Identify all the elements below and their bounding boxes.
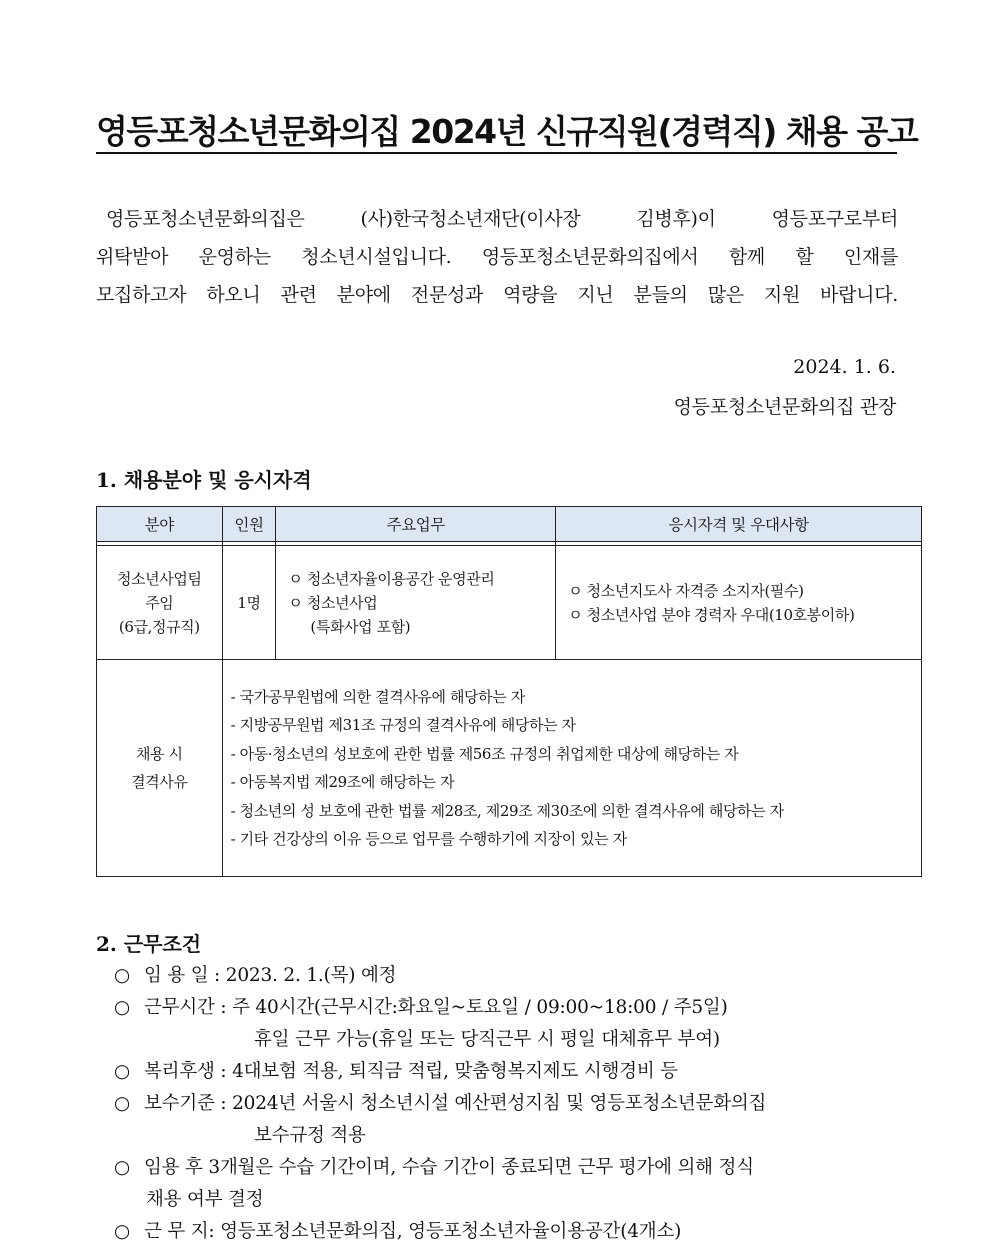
section-2-heading: 2. 근무조건 [96,932,202,956]
field-rank: 주임 [145,593,174,612]
header-field: 분야 [97,507,223,542]
qualifications-cell [556,546,922,660]
title-underline [96,152,897,154]
start-date-text: 임 용 일 : 2023. 2. 1.(목) 예정 [144,965,397,986]
header-count: 인원 [222,507,276,542]
field-cell [97,546,223,660]
announcement-date: 2024. 1. 6. [793,356,896,378]
table-row [97,660,922,877]
duties-cell [276,546,556,660]
recruitment-table [96,506,922,877]
circle-bullet-icon: ○ [114,965,130,986]
work-conditions-list [114,960,898,1248]
disq-item: - 아동복지법 제29조에 해당하는 자 [230,773,455,791]
list-item [114,992,898,1024]
count-cell: 1명 [222,546,276,660]
circle-bullet-icon: ○ [114,1061,130,1082]
disqualifications-cell [222,660,921,877]
list-item-continuation: 채용 여부 결정 [146,1189,264,1210]
field-team: 청소년사업팀 [117,569,202,588]
welfare-text: 복리후생 : 4대보험 적용, 퇴직금 적립, 맞춤형복지제도 시행경비 등 [144,1061,678,1082]
list-item [114,1056,898,1088]
disq-item: - 기타 건강상의 이유 등으로 업무를 수행하기에 지장이 있는 자 [230,830,627,848]
intro-line-3: 모집하고자 하오니 관련 분야에 전문성과 역량을 지닌 분들의 많은 지원 바랍니다. [96,284,898,306]
circle-bullet-icon: ○ [114,997,130,1018]
disq-label-1: 채용 시 [135,745,183,763]
disq-label-2: 결격사유 [131,773,188,791]
list-item [114,1152,898,1184]
work-hours-text: 근무시간 : 주 40시간(근무시간:화요일~토요일 / 09:00~18:00 / 주5일) [144,997,728,1018]
issuer-name: 영등포청소년문화의집 관장 [673,396,896,418]
disq-item: - 지방공무원법 제31조 규정의 결격사유에 해당하는 자 [230,716,576,734]
list-item-continuation: 휴일 근무 가능(휴일 또는 당직근무 시 평일 대체휴무 부여) [254,1029,720,1050]
page-title: 영등포청소년문화의집 2024년 신규직원(경력직) 채용 공고 [96,112,918,151]
disq-item: - 아동·청소년의 성보호에 관한 법률 제56조 규정의 취업제한 대상에 해당하는 자 [230,744,739,763]
qualification-item: ㅇ 청소년지도사 자격증 소지자(필수) [568,581,804,600]
table-row [97,546,922,660]
circle-bullet-icon: ○ [114,1157,130,1178]
disq-item: - 청소년의 성 보호에 관한 법률 제28조, 제29조 제30조에 의한 결격사유에 해당하는 자 [230,801,784,820]
pay-standard-text: 보수기준 : 2024년 서울시 청소년시설 예산편성지침 및 영등포청소년문화의집 [144,1093,767,1114]
section-1-heading: 1. 채용분야 및 응시자격 [96,468,312,492]
qualification-item: ㅇ 청소년사업 분야 경력자 우대(10호봉이하) [568,605,855,624]
intro-line-1: 영등포청소년문화의집은 (사)한국청소년재단(이사장 김병후)이 영등포구로부터 [106,208,898,230]
table-header-row [97,507,922,542]
circle-bullet-icon: ○ [114,1093,130,1114]
duty-item: ㅇ 청소년사업 [288,593,378,612]
circle-bullet-icon: ○ [114,1221,130,1242]
list-item [114,1088,898,1120]
probation-text: 임용 후 3개월은 수습 기간이며, 수습 기간이 종료되면 근무 평가에 의해 정식 [144,1157,754,1178]
duty-item-note: (특화사업 포함) [310,617,411,636]
duty-item: ㅇ 청소년자율이용공간 운영관리 [288,569,495,588]
list-item [114,960,898,992]
intro-paragraph [96,200,898,314]
intro-line-2: 위탁받아 운영하는 청소년시설입니다. 영등포청소년문화의집에서 함께 할 인재를 [96,246,898,268]
work-location-text: 근 무 지: 영등포청소년문화의집, 영등포청소년자율이용공간(4개소) [144,1221,682,1242]
disq-label-cell [97,660,223,877]
disq-item: - 국가공무원법에 의한 결격사유에 해당하는 자 [230,687,525,706]
list-item [114,1216,898,1248]
list-item-continuation: 보수규정 적용 [254,1125,366,1146]
header-duties: 주요업무 [276,507,556,542]
field-grade: (6급,정규직) [118,617,200,636]
header-qualifications: 응시자격 및 우대사항 [556,507,922,542]
